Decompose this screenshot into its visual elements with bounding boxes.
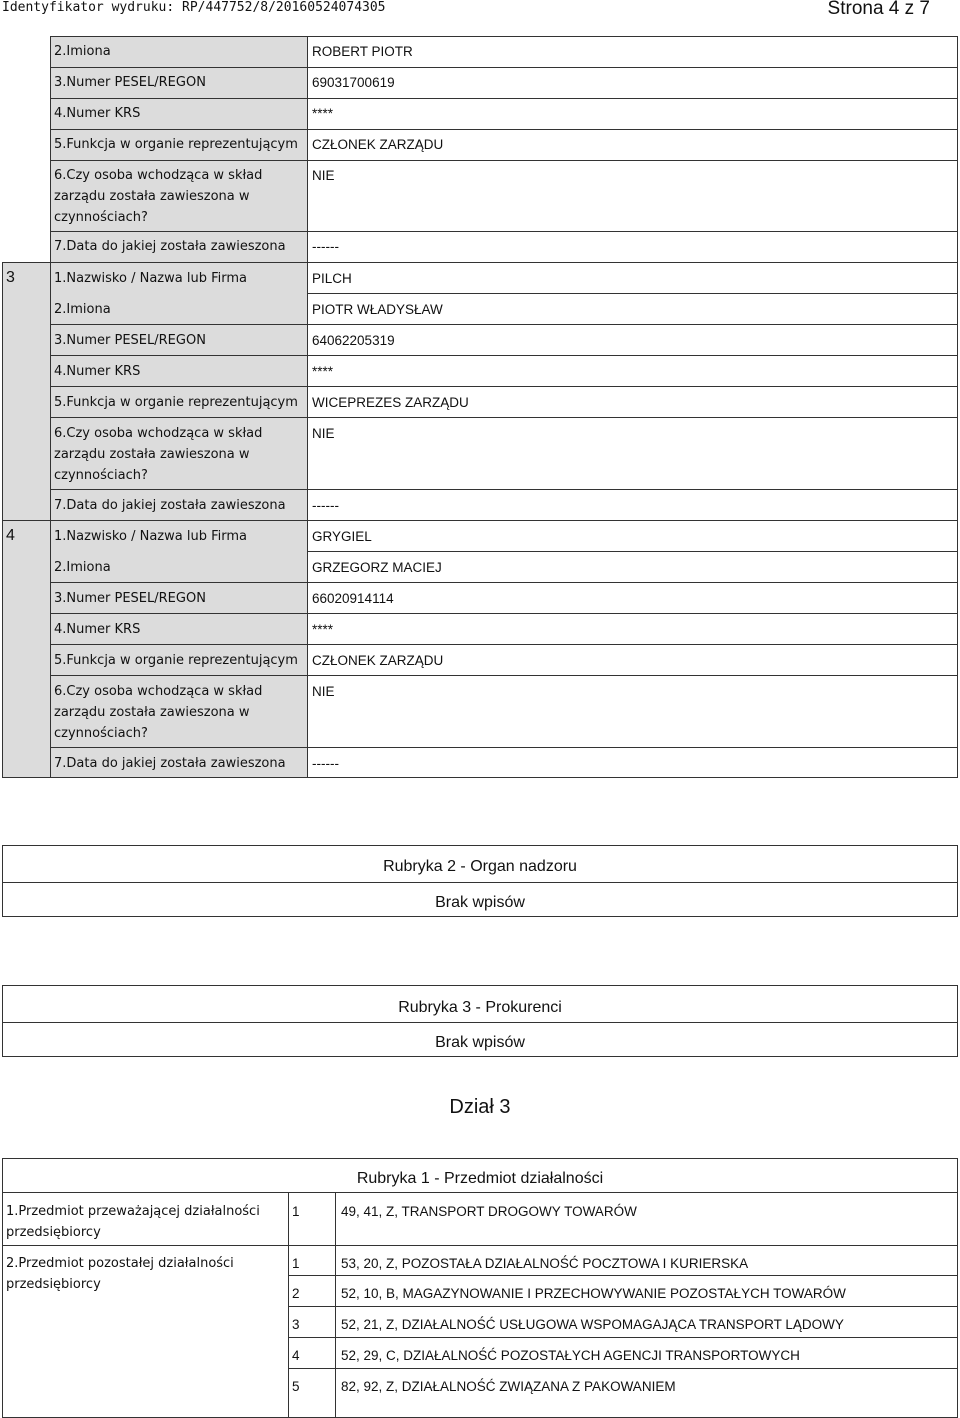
krs-value: **** — [312, 106, 334, 121]
print-identifier: Identyfikator wydruku: RP/447752/8/20160524074305 — [2, 0, 386, 15]
names-label: 2.Imiona — [54, 44, 111, 59]
activity-text: 53, 20, Z, POZOSTAŁA DZIAŁALNOŚĆ POCZTOWA I KURIERSKA — [341, 1256, 749, 1271]
activity-text: 52, 29, C, DZIAŁALNOŚĆ POZOSTAŁYCH AGENCJI TRANSPORTOWYCH — [341, 1348, 800, 1363]
suspended-value: NIE — [312, 684, 335, 699]
activity-text: 52, 21, Z, DZIAŁALNOŚĆ USŁUGOWA WSPOMAGAJĄCA TRANSPORT LĄDOWY — [341, 1317, 844, 1332]
suspended-until-label: 7.Data do jakiej została zawieszona — [54, 498, 286, 513]
names-value: GRZEGORZ MACIEJ — [312, 560, 442, 575]
activity-number: 5 — [292, 1379, 300, 1394]
suspended-label: 6.Czy osoba wchodząca w skład zarządu została zawieszona w czynnościach? — [54, 426, 263, 483]
activity-text: 52, 10, B, MAGAZYNOWANIE I PRZECHOWYWANIE POZOSTAŁYCH TOWARÓW — [341, 1286, 846, 1301]
pesel-label: 3.Numer PESEL/REGON — [54, 591, 206, 606]
suspended-value: NIE — [312, 426, 335, 441]
rubryka-3-section — [2, 985, 958, 1057]
suspended-label: 6.Czy osoba wchodząca w skład zarządu została zawieszona w czynnościach? — [54, 168, 263, 225]
pesel-value: 69031700619 — [312, 75, 395, 90]
activity-number: 1 — [292, 1256, 300, 1271]
krs-label: 4.Numer KRS — [54, 622, 141, 637]
activity-number: 2 — [292, 1286, 300, 1301]
activity-number: 3 — [292, 1317, 300, 1332]
entry-number: 4 — [6, 527, 15, 544]
function-label: 5.Funkcja w organie reprezentującym — [54, 653, 298, 668]
activity-text: 82, 92, Z, DZIAŁALNOŚĆ ZWIĄZANA Z PAKOWANIEM — [341, 1379, 676, 1394]
section-title: Rubryka 3 - Prokurenci — [398, 999, 562, 1016]
krs-label: 4.Numer KRS — [54, 364, 141, 379]
suspended-until-value: ------ — [312, 239, 339, 254]
empty-entries-text: Brak wpisów — [435, 894, 525, 911]
suspended-value: NIE — [312, 168, 335, 183]
section-title: Rubryka 2 - Organ nadzoru — [383, 858, 577, 875]
function-value: CZŁONEK ZARZĄDU — [312, 137, 444, 152]
chapter-title: Dział 3 — [449, 1096, 511, 1118]
page-number: Strona 4 z 7 — [827, 0, 930, 19]
empty-entries-text: Brak wpisów — [435, 1034, 525, 1051]
names-label: 2.Imiona — [54, 560, 111, 575]
activity-table — [0, 1155, 960, 1413]
entry-number: 3 — [6, 269, 15, 286]
names-value: ROBERT PIOTR — [312, 44, 413, 59]
surname-label: 1.Nazwisko / Nazwa lub Firma — [54, 271, 247, 286]
rubryka-2-section — [2, 845, 958, 917]
suspended-until-value: ------ — [312, 756, 339, 771]
main-activity-label: 1.Przedmiot przeważającej działalności przedsiębiorcy — [6, 1204, 260, 1240]
function-label: 5.Funkcja w organie reprezentującym — [54, 137, 298, 152]
suspended-until-value: ------ — [312, 498, 339, 513]
surname-label: 1.Nazwisko / Nazwa lub Firma — [54, 529, 247, 544]
other-activity-label: 2.Przedmiot pozostałej działalności przedsiębiorcy — [6, 1256, 234, 1292]
pesel-label: 3.Numer PESEL/REGON — [54, 333, 206, 348]
names-value: PIOTR WŁADYSŁAW — [312, 302, 443, 317]
names-label: 2.Imiona — [54, 302, 111, 317]
suspended-until-label: 7.Data do jakiej została zawieszona — [54, 756, 286, 771]
suspended-label: 6.Czy osoba wchodząca w skład zarządu została zawieszona w czynnościach? — [54, 684, 263, 741]
surname-value: GRYGIEL — [312, 529, 372, 544]
pesel-value: 64062205319 — [312, 333, 395, 348]
pesel-label: 3.Numer PESEL/REGON — [54, 75, 206, 90]
pesel-value: 66020914114 — [312, 591, 394, 606]
krs-value: **** — [312, 622, 334, 637]
section-title: Rubryka 1 - Przedmiot działalności — [356, 1170, 604, 1187]
suspended-until-label: 7.Data do jakiej została zawieszona — [54, 239, 286, 254]
krs-label: 4.Numer KRS — [54, 106, 141, 121]
surname-value: PILCH — [312, 271, 352, 286]
function-label: 5.Funkcja w organie reprezentującym — [54, 395, 298, 410]
activity-number: 4 — [292, 1348, 300, 1363]
function-value: CZŁONEK ZARZĄDU — [312, 653, 444, 668]
activity-number: 1 — [292, 1204, 300, 1219]
function-value: WICEPREZES ZARZĄDU — [312, 395, 469, 410]
activity-text: 49, 41, Z, TRANSPORT DROGOWY TOWARÓW — [341, 1204, 637, 1219]
krs-value: **** — [312, 364, 334, 379]
